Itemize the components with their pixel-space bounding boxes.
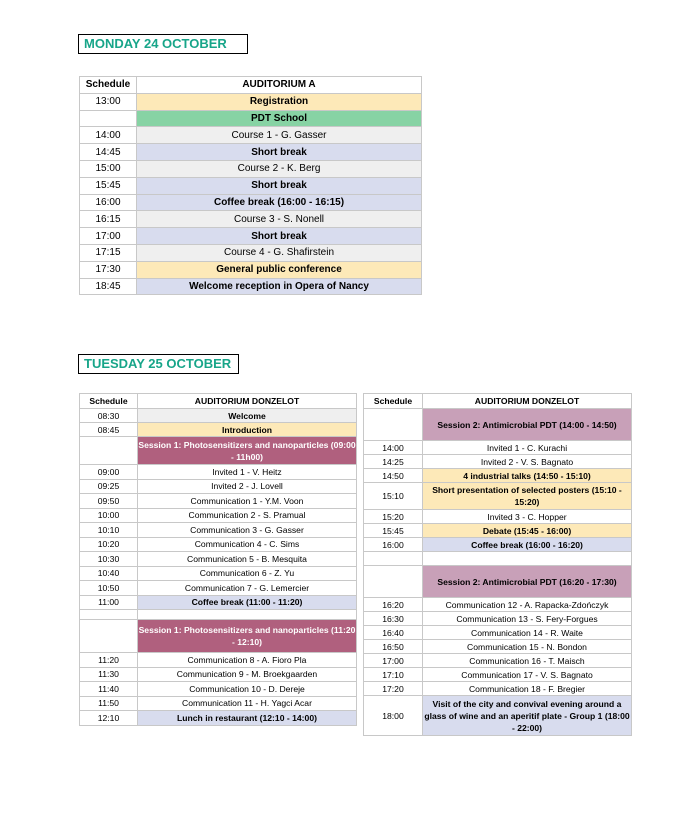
time-cell (364, 552, 423, 566)
table-row (80, 682, 357, 697)
table-row (364, 640, 632, 654)
table-row (80, 93, 422, 110)
table-row (364, 524, 632, 538)
time-cell: 08:45 (80, 423, 138, 437)
table-row (80, 595, 357, 610)
time-cell: 10:00 (80, 508, 138, 523)
table-row (80, 711, 357, 726)
time-cell: 09:25 (80, 479, 138, 494)
time-cell: 12:10 (80, 711, 138, 726)
table-row (80, 244, 422, 261)
event-cell: Debate (15:45 - 16:00) (423, 524, 632, 538)
event-cell: Communication 6 - Z. Yu (138, 566, 357, 581)
event-cell (423, 552, 632, 566)
event-cell: Short break (137, 144, 422, 161)
table-row (364, 612, 632, 626)
event-cell: Communication 18 - F. Bregier (423, 682, 632, 696)
time-cell (80, 437, 138, 465)
table-row (364, 483, 632, 510)
event-cell: 4 industrial talks (14:50 - 15:10) (423, 469, 632, 483)
event-cell: Course 4 - G. Shafirstein (137, 244, 422, 261)
table-row (364, 469, 632, 483)
time-cell: 16:50 (364, 640, 423, 654)
table-row (80, 667, 357, 682)
schedule-header: Schedule (80, 394, 138, 409)
time-cell: 17:20 (364, 682, 423, 696)
table-row (80, 620, 357, 653)
event-cell: Session 2: Antimicrobial PDT (14:00 - 14:50) (423, 409, 632, 441)
event-cell: Communication 9 - M. Broekgaarden (138, 667, 357, 682)
table-row (364, 626, 632, 640)
time-cell: 15:45 (364, 524, 423, 538)
table-row (364, 668, 632, 682)
event-cell: Course 2 - K. Berg (137, 160, 422, 177)
time-cell: 14:45 (80, 144, 137, 161)
time-cell: 16:30 (364, 612, 423, 626)
time-cell: 17:15 (80, 244, 137, 261)
table-row (80, 508, 357, 523)
time-cell: 17:30 (80, 261, 137, 278)
time-cell: 16:20 (364, 598, 423, 612)
table-row (364, 566, 632, 598)
schedule-header: Schedule (80, 77, 137, 94)
event-cell: Communication 14 - R. Waite (423, 626, 632, 640)
table-row (80, 552, 357, 567)
table-row (364, 538, 632, 552)
event-cell: Communication 13 - S. Fery-Forgues (423, 612, 632, 626)
monday-schedule-table (79, 76, 422, 295)
event-cell: Session 1: Photosensitizers and nanoparticles (11:20 - 12:10) (138, 620, 357, 653)
time-cell: 17:00 (364, 654, 423, 668)
event-cell: Communication 11 - H. Yagci Acar (138, 696, 357, 711)
event-cell: Welcome (138, 409, 357, 423)
tuesday-title: TUESDAY 25 OCTOBER (78, 354, 239, 374)
time-cell: 15:00 (80, 160, 137, 177)
time-cell: 17:10 (364, 668, 423, 682)
table-row (80, 194, 422, 211)
time-cell: 15:10 (364, 483, 423, 510)
time-cell: 14:25 (364, 455, 423, 469)
table-row (80, 278, 422, 295)
event-cell: Course 3 - S. Nonell (137, 211, 422, 228)
table-row (364, 510, 632, 524)
table-header-row (80, 77, 422, 94)
event-cell: Communication 7 - G. Lemercier (138, 581, 357, 596)
time-cell: 11:40 (80, 682, 138, 697)
time-cell: 10:30 (80, 552, 138, 567)
event-cell: Registration (137, 93, 422, 110)
event-cell: Visit of the city and convival evening around a glass of wine and an aperitif plate - Group 1 (18:00 - 22:00) (423, 696, 632, 736)
time-cell: 18:45 (80, 278, 137, 295)
time-cell: 10:10 (80, 523, 138, 538)
time-cell: 14:00 (80, 127, 137, 144)
table-row (80, 537, 357, 552)
time-cell: 10:20 (80, 537, 138, 552)
event-cell: Communication 12 - A. Rapacka-Zdończyk (423, 598, 632, 612)
event-cell: Communication 16 - T. Maisch (423, 654, 632, 668)
event-cell: Short break (137, 177, 422, 194)
table-header-row (364, 394, 632, 409)
event-cell: Short break (137, 228, 422, 245)
time-cell: 15:20 (364, 510, 423, 524)
time-cell: 11:20 (80, 653, 138, 668)
event-cell: Invited 3 - C. Hopper (423, 510, 632, 524)
event-cell: Coffee break (11:00 - 11:20) (138, 595, 357, 610)
room-header: AUDITORIUM DONZELOT (138, 394, 357, 409)
time-cell (80, 110, 137, 127)
time-cell: 14:00 (364, 441, 423, 455)
event-cell: Communication 3 - G. Gasser (138, 523, 357, 538)
time-cell: 15:45 (80, 177, 137, 194)
table-row (80, 566, 357, 581)
table-row (80, 261, 422, 278)
time-cell: 11:00 (80, 595, 138, 610)
table-row (80, 110, 422, 127)
table-row (80, 610, 357, 620)
table-row (80, 494, 357, 509)
table-row (364, 441, 632, 455)
table-row (80, 423, 357, 437)
event-cell: Invited 2 - V. S. Bagnato (423, 455, 632, 469)
table-row (80, 211, 422, 228)
event-cell: Communication 4 - C. Sims (138, 537, 357, 552)
table-row (364, 654, 632, 668)
event-cell: Introduction (138, 423, 357, 437)
event-cell: Course 1 - G. Gasser (137, 127, 422, 144)
room-header: AUDITORIUM DONZELOT (423, 394, 632, 409)
table-row (80, 127, 422, 144)
time-cell: 09:50 (80, 494, 138, 509)
time-cell: 13:00 (80, 93, 137, 110)
monday-title: MONDAY 24 OCTOBER (78, 34, 248, 54)
table-row (364, 682, 632, 696)
table-row (80, 409, 357, 423)
table-row (80, 228, 422, 245)
time-cell: 11:50 (80, 696, 138, 711)
event-cell: Communication 15 - N. Bondon (423, 640, 632, 654)
time-cell: 16:00 (364, 538, 423, 552)
time-cell: 10:50 (80, 581, 138, 596)
event-cell: Session 1: Photosensitizers and nanoparticles (09:00 - 11h00) (138, 437, 357, 465)
time-cell (364, 409, 423, 441)
table-row (364, 552, 632, 566)
table-row (364, 696, 632, 736)
time-cell (80, 620, 138, 653)
event-cell: Communication 8 - A. Fioro Pla (138, 653, 357, 668)
table-row (80, 581, 357, 596)
event-cell: Invited 2 - J. Lovell (138, 479, 357, 494)
event-cell: Communication 1 - Y.M. Voon (138, 494, 357, 509)
event-cell: Welcome reception in Opera of Nancy (137, 278, 422, 295)
table-row (80, 479, 357, 494)
event-cell: Communication 2 - S. Pramual (138, 508, 357, 523)
time-cell (364, 566, 423, 598)
time-cell: 17:00 (80, 228, 137, 245)
tuesday-schedule-table-right (363, 393, 632, 736)
table-row (80, 696, 357, 711)
event-cell: Invited 1 - V. Heitz (138, 465, 357, 480)
table-row (364, 455, 632, 469)
table-row (80, 523, 357, 538)
room-header: AUDITORIUM A (137, 77, 422, 94)
table-row (80, 653, 357, 668)
table-row (364, 598, 632, 612)
event-cell: PDT School (137, 110, 422, 127)
table-row (364, 409, 632, 441)
event-cell: Invited 1 - C. Kurachi (423, 441, 632, 455)
time-cell: 09:00 (80, 465, 138, 480)
time-cell (80, 610, 138, 620)
event-cell: Communication 10 - D. Dereje (138, 682, 357, 697)
table-row (80, 177, 422, 194)
event-cell: Short presentation of selected posters (15:10 - 15:20) (423, 483, 632, 510)
event-cell (138, 610, 357, 620)
time-cell: 10:40 (80, 566, 138, 581)
time-cell: 08:30 (80, 409, 138, 423)
event-cell: General public conference (137, 261, 422, 278)
event-cell: Session 2: Antimicrobial PDT (16:20 - 17:30) (423, 566, 632, 598)
table-header-row (80, 394, 357, 409)
table-row (80, 160, 422, 177)
time-cell: 16:15 (80, 211, 137, 228)
table-row (80, 144, 422, 161)
time-cell: 16:40 (364, 626, 423, 640)
time-cell: 14:50 (364, 469, 423, 483)
event-cell: Communication 17 - V. S. Bagnato (423, 668, 632, 682)
event-cell: Coffee break (16:00 - 16:20) (423, 538, 632, 552)
event-cell: Communication 5 - B. Mesquita (138, 552, 357, 567)
time-cell: 11:30 (80, 667, 138, 682)
tuesday-schedule-table-left (79, 393, 357, 726)
event-cell: Lunch in restaurant (12:10 - 14:00) (138, 711, 357, 726)
table-row (80, 465, 357, 480)
event-cell: Coffee break (16:00 - 16:15) (137, 194, 422, 211)
table-row (80, 437, 357, 465)
time-cell: 16:00 (80, 194, 137, 211)
schedule-header: Schedule (364, 394, 423, 409)
time-cell: 18:00 (364, 696, 423, 736)
